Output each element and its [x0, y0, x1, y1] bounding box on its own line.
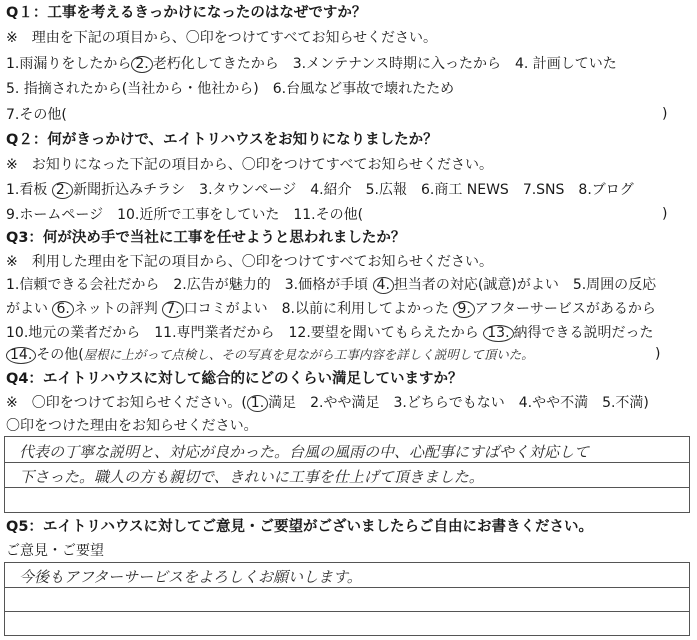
q4-reason-line1: 代表の丁寧な説明と、対応が良かった。台風の風雨の中、心配事にすばやく対応して: [19, 443, 590, 461]
q2-other-close: ): [662, 206, 668, 222]
q3-selected-option-13: 13.: [483, 325, 513, 342]
q4-rating-row: ※ 〇印をつけてお知らせください。( 1. 満足 2.やや満足 3.どちらでもない 4.やや不満 5.不満): [6, 395, 649, 411]
q3-selected-option-7: 7.: [162, 301, 183, 318]
q3-selected-option-4: 4.: [373, 277, 394, 294]
q4-rule-2: [5, 487, 689, 488]
q1-options-row2: 5. 指摘されたから(当社から・他社から) 6.台風など事故で壊れたため: [6, 81, 455, 97]
q3-options-row2: がよい 6. ネットの評判 7. 口コミがよい 8.以前に利用してよかった 9. アフターサービスがあるから: [6, 301, 656, 317]
q5-rule-1: [5, 587, 689, 588]
q3-selected-option-9: 9.: [453, 301, 474, 318]
q3-selected-option-6: 6.: [52, 301, 73, 318]
q1-instruction: ※ 理由を下記の項目から、〇印をつけてすべてお知らせください。: [6, 30, 438, 46]
q4-rule-1: [5, 462, 689, 463]
q1-options-row1: 1.雨漏りをしたから 2. 老朽化してきたから 3.メンテナンス時期に入ったから 4. 計画していた: [6, 56, 617, 72]
q5-opinion-line1: 今後もアフターサービスをよろしくお願いします。: [19, 568, 362, 586]
q5-opinion-box: [4, 562, 690, 636]
q3-other: 14. その他(屋根に上がって点検し、その写真を見ながら工事内容を詳しく説明して頂いた。: [6, 346, 534, 364]
q2-instruction: ※ お知りになった下記の項目から、〇印をつけてすべてお知らせください。: [6, 157, 494, 173]
q3-options-row1: 1.信頼できる会社だから 2.広告が魅力的 3.価格が手頃 4. 担当者の対応(誠意)がよい 5.周囲の反応: [6, 277, 657, 293]
q4-reason-line2: 下さった。職人の方も親切で、きれいに工事を仕上げて頂きました。: [19, 468, 484, 486]
q3-instruction: ※ 利用した理由を下記の項目から、〇印をつけてすべてお知らせください。: [6, 254, 494, 270]
q4-selected-rating: 1.: [247, 395, 268, 412]
q1-other: 7.その他(: [6, 107, 67, 123]
q1-selected-option: 2.: [131, 56, 152, 73]
q1-title: Q１：工事を考えるきっかけになったのはなぜですか？: [6, 5, 367, 21]
q3-selected-option-14: 14.: [6, 347, 36, 364]
q3-other-close: ): [655, 346, 661, 362]
q1-other-close: ): [662, 106, 668, 122]
q5-rule-2: [5, 611, 689, 612]
q2-options-row2: 9.ホームページ 10.近所で工事をしていた 11.その他(: [6, 207, 364, 223]
q2-selected-option: 2.: [52, 182, 73, 199]
q4-reason-box: [4, 436, 690, 513]
q2-title: Q２：何がきっかけで、エイトリハウスをお知りになりましたか？: [6, 132, 438, 148]
q3-other-handwritten: 屋根に上がって点検し、その写真を見ながら工事内容を詳しく説明して頂いた。: [83, 347, 534, 362]
q4-reason-label: 〇印をつけた理由をお知らせください。: [6, 418, 258, 434]
q3-options-row3: 10.地元の業者だから 11.専門業者だから 12.要望を聞いてもらえたから 13. 納得できる説明だった: [6, 325, 654, 341]
q5-title: Q5：エイトリハウスに対してご意見・ご要望がございましたらご自由にお書きください。: [6, 519, 594, 535]
q4-title: Q4：エイトリハウスに対して総合的にどのくらい満足していますか？: [6, 371, 463, 387]
q3-title: Q3：何が決め手で当社に工事を任せようと思われましたか？: [6, 230, 406, 246]
q5-label: ご意見・ご要望: [6, 543, 104, 559]
q2-options-row1: 1.看板 2. 新聞折込みチラシ 3.タウンページ 4.紹介 5.広報 6.商工 NEWS 7.SNS 8.ブログ: [6, 182, 634, 198]
